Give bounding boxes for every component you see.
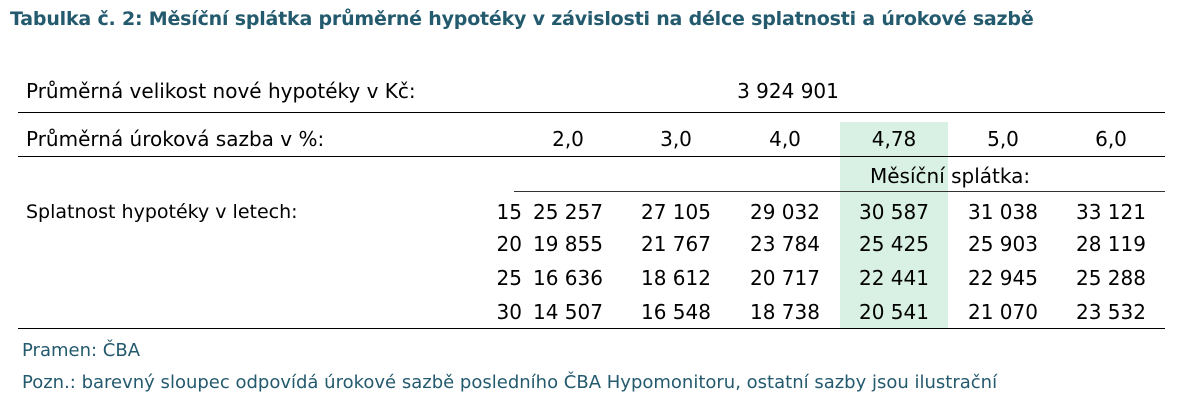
payment-cell: 31 038	[968, 200, 1038, 224]
years-cell: 25	[496, 266, 522, 290]
payment-cell: 25 257	[533, 200, 603, 224]
payment-cell-highlighted: 22 441	[859, 266, 929, 290]
payment-cell: 14 507	[533, 299, 603, 324]
table-bottom-rule	[18, 328, 1165, 329]
payment-cell: 25 288	[1076, 266, 1146, 290]
average-mortgage-value: 3 924 901	[737, 79, 839, 103]
payment-cell-highlighted: 20 541	[859, 299, 929, 324]
payment-cell: 16 548	[641, 299, 711, 324]
payment-cell: 22 945	[968, 266, 1038, 290]
interest-rate-label: Průměrná úroková sazba v %:	[26, 127, 325, 151]
payment-cell: 21 767	[641, 232, 711, 256]
source-note: Pramen: ČBA	[22, 340, 141, 361]
payment-cell: 18 738	[750, 299, 820, 324]
payment-cell: 20 717	[750, 266, 820, 290]
rate-value: 6,0	[1095, 127, 1127, 151]
monthly-payment-divider	[514, 191, 1165, 192]
table-title: Tabulka č. 2: Měsíční splátka průměrné hypotéky v závislosti na délce splatnosti a úrokové sazbě	[10, 8, 1034, 30]
interest-rate-row	[18, 122, 1165, 157]
payment-cell: 23 784	[750, 232, 820, 256]
rate-value-highlighted: 4,78	[871, 127, 917, 151]
table-row	[18, 196, 1165, 228]
payment-cell: 23 532	[1076, 299, 1146, 324]
monthly-payment-header: Měsíční splátka:	[870, 164, 1031, 188]
payment-cell-highlighted: 30 587	[859, 200, 929, 224]
rate-value: 3,0	[660, 127, 692, 151]
payment-cell: 21 070	[968, 299, 1038, 324]
average-mortgage-row	[18, 70, 1165, 113]
average-mortgage-label: Průměrná velikost nové hypotéky v Kč:	[26, 79, 416, 103]
rate-value: 2,0	[552, 127, 584, 151]
years-cell: 15	[496, 200, 522, 224]
payment-cell: 29 032	[750, 200, 820, 224]
payment-cell: 33 121	[1076, 200, 1146, 224]
footnote: Pozn.: barevný sloupec odpovídá úrokové sazbě posledního ČBA Hypomonitoru, ostatní sazby jsou ilustrační	[22, 372, 998, 393]
payment-cell: 18 612	[641, 266, 711, 290]
payment-cell-highlighted: 25 425	[859, 232, 929, 256]
payment-cell: 25 903	[968, 232, 1038, 256]
table-row	[18, 228, 1165, 260]
payment-cell: 19 855	[533, 232, 603, 256]
rate-value: 4,0	[769, 127, 801, 151]
table-row	[18, 295, 1165, 328]
years-cell: 30	[496, 299, 522, 324]
maturity-label: Splatnost hypotéky v letech:	[26, 201, 298, 223]
payment-cell: 16 636	[533, 266, 603, 290]
table-row	[18, 262, 1165, 294]
years-cell: 20	[496, 232, 522, 256]
monthly-payment-header-row	[18, 160, 1165, 192]
rate-value: 5,0	[987, 127, 1019, 151]
payment-cell: 27 105	[641, 200, 711, 224]
payment-cell: 28 119	[1076, 232, 1146, 256]
